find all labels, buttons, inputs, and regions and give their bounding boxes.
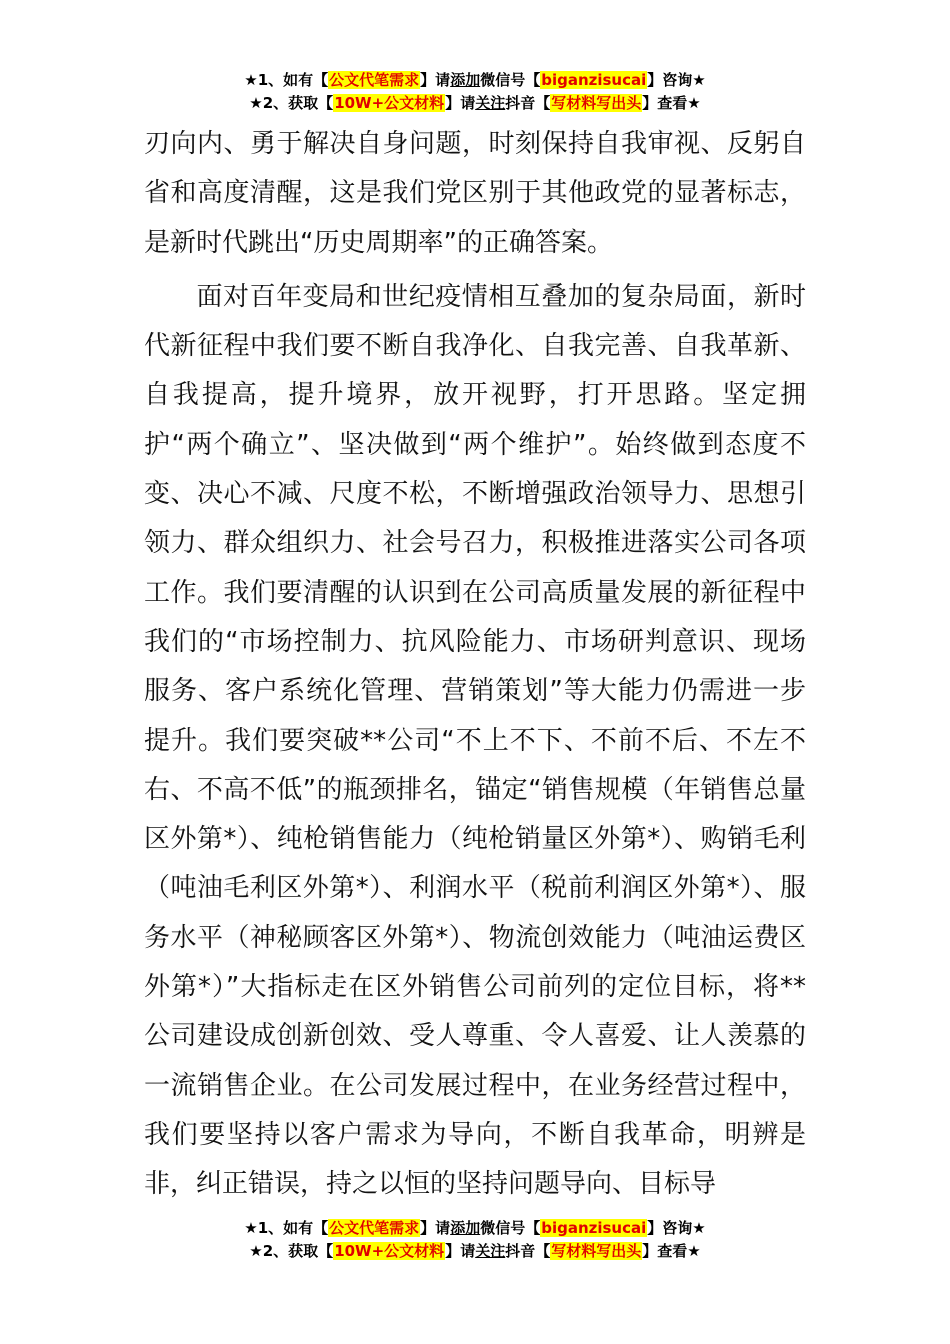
banner-line-2 <box>0 92 950 115</box>
banner-highlight: 公文代笔需求 <box>329 71 420 89</box>
paragraph <box>144 273 806 1210</box>
banner-underline: 添加 <box>450 1219 481 1237</box>
paragraph: 刃向内、勇于解决自身问题，时刻保持自我审视、反躬自省和高度清醒，这是我们党区别于其他政党的显著标志，是新时代跳出“历史周期率”的正确答案。 <box>144 129 806 258</box>
banner-line-1 <box>0 1217 950 1240</box>
banner-line-2 <box>0 1240 950 1263</box>
banner-highlight: 写材料写出头 <box>551 1242 642 1260</box>
banner-underline: 关注 <box>475 94 506 112</box>
banner-text: 】咨询★ <box>647 1219 706 1237</box>
banner-highlight: biganzisucai <box>541 71 647 89</box>
banner-text: 】请 <box>445 1242 476 1260</box>
banner-highlight: 公文代笔需求 <box>329 1219 420 1237</box>
banner-highlight: 10W+公文材料 <box>334 1242 445 1260</box>
banner-text: 】查看★ <box>642 94 701 112</box>
document-body <box>144 120 806 1210</box>
banner-text: ★2、获取【 <box>249 1242 334 1260</box>
banner-underline: 添加 <box>450 71 481 89</box>
banner-text: 】请 <box>420 1219 451 1237</box>
banner-highlight: biganzisucai <box>541 1219 647 1237</box>
banner-text: ★2、获取【 <box>249 94 334 112</box>
header-banner <box>0 69 950 115</box>
banner-text: 】咨询★ <box>647 71 706 89</box>
banner-text: 抖音【 <box>505 1242 551 1260</box>
banner-text: 】请 <box>420 71 451 89</box>
banner-text: 抖音【 <box>505 94 551 112</box>
banner-text: ★1、如有【 <box>244 1219 329 1237</box>
banner-line-1 <box>0 69 950 92</box>
banner-text: 】请 <box>445 94 476 112</box>
banner-underline: 关注 <box>475 1242 506 1260</box>
banner-text: 】查看★ <box>642 1242 701 1260</box>
banner-highlight: 10W+公文材料 <box>334 94 445 112</box>
banner-text: 微信号【 <box>480 1219 541 1237</box>
paragraph-text: 面对百年变局和世纪疫情相互叠加的复杂局面，新时代新征程中我们要不断自我净化、自我完善、自我革新、自我提高，提升境界，放开视野，打开思路。坚定拥护“两个确立”、坚决做到“两个维护”。始终做到态度不变、决心不减、尺度不松，不断增强政治领导力、思想引领力、群众组织力、社会号召力，积极推进落实公司各项工作。我们要清醒的认识到在公司高质量发展的新征程中我们的“市场控制力、抗风险能力、市场研判意识、现场服务、客户系统化管理、营销策划”等大能力仍需进一步提升。我们要突破**公司“不上不下、不前不后、不左不右、不高不低”的瓶颈排名，锚定“销售规模（年销售总量区外第*）、纯枪销售能力（纯枪销量区外第*）、购销毛利（吨油毛利区外第*）、利润水平（税前利润区外第*）、服务水平（神秘顾客区外第*）、物流创效能力（吨油运费区外第*）”大指标走在区外销售公司前列的定位目标，将**公司建设成创新创效、受人尊重、令人喜爱、让人羡慕的一流销售企业。在公司发展过程中，在业务经营过程中，我们要坚持以客户需求为导向，不断自我革命，明辨是非，纠正错误，持之以恒的坚持问题导向、目标导 <box>144 281 806 1200</box>
banner-text: 微信号【 <box>480 71 541 89</box>
banner-highlight: 写材料写出头 <box>551 94 642 112</box>
footer-banner <box>0 1217 950 1263</box>
banner-text: ★1、如有【 <box>244 71 329 89</box>
